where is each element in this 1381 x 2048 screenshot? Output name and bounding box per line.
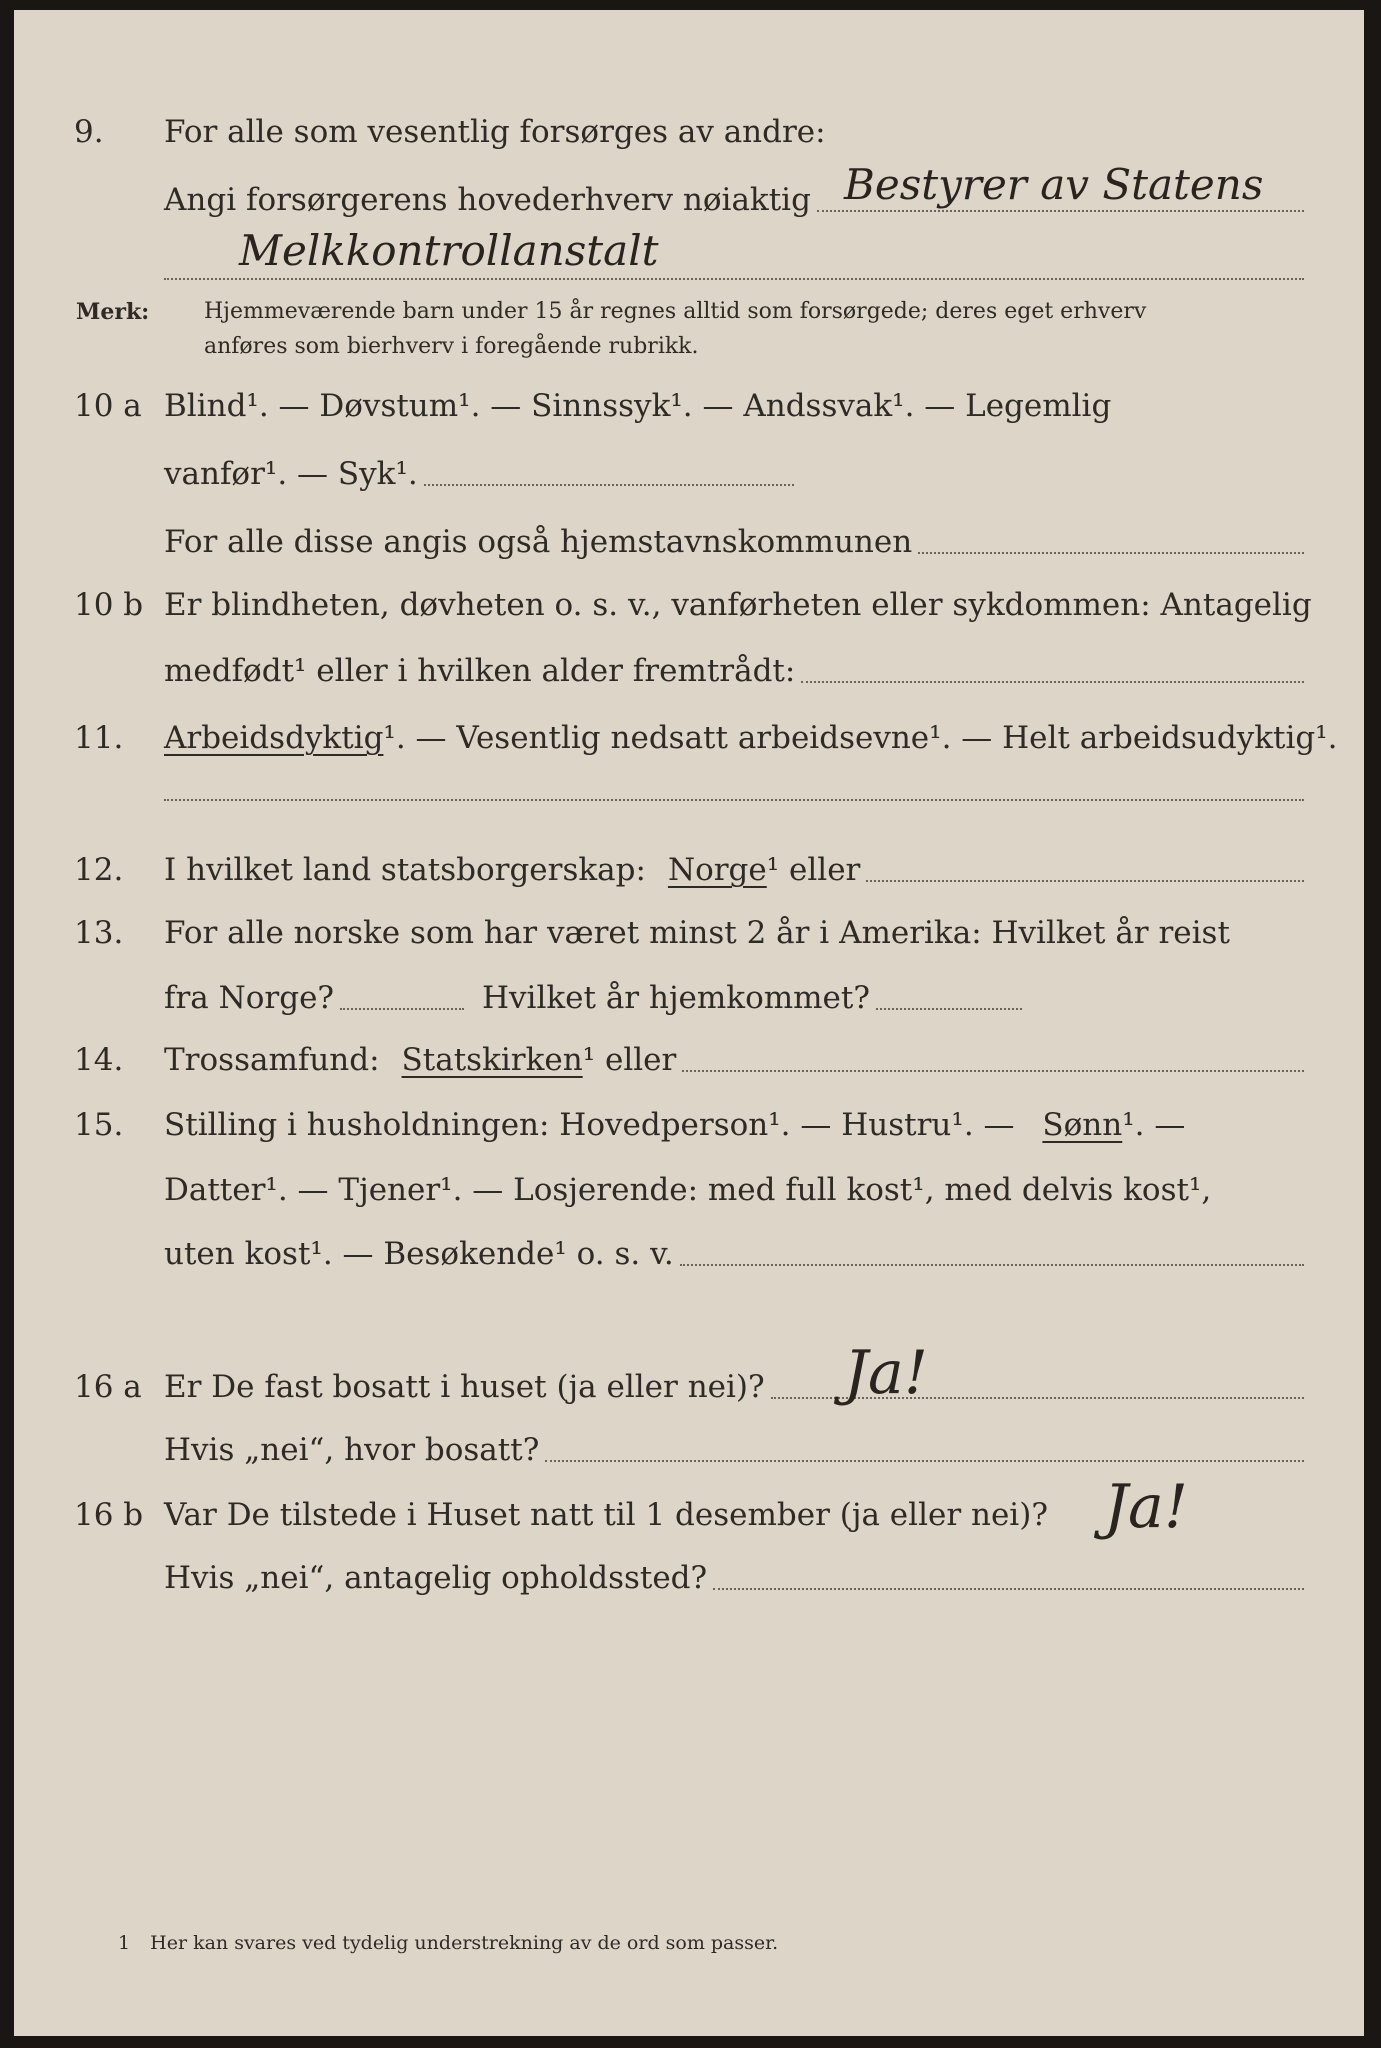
q9-leader [817, 210, 1304, 212]
q12-number: 12. [74, 852, 124, 888]
merk-label: Merk: [76, 299, 150, 325]
q16a-line1: Er De fast bosatt i huset (ja eller nei)? [164, 1369, 765, 1405]
q14-row [164, 1040, 1304, 1080]
q14-eller: ¹ eller [582, 1042, 677, 1078]
q13-line2a-row [164, 978, 464, 1018]
q9-rule [164, 278, 1304, 280]
q13-leader-b [876, 1008, 1022, 1010]
merk-line1: Hjemmeværende barn under 15 år regnes alltid som forsørgede; deres eget erhverv [204, 299, 1147, 324]
q11-selected-option: Arbeidsdyktig [164, 720, 384, 756]
q13-line1: For alle norske som har været minst 2 år i Amerika: Hvilket år reist [164, 915, 1230, 951]
q13-leader-a [340, 1008, 464, 1010]
q10a-line3-row [164, 522, 1304, 562]
q12-eller: ¹ eller [766, 852, 861, 888]
q10b-number: 10 b [74, 587, 144, 623]
q16b-line2-row [164, 1558, 1304, 1598]
q11-rule [164, 799, 1304, 801]
q11-number: 11. [74, 720, 124, 756]
q15-line1-end: ¹. — [1122, 1107, 1186, 1143]
q15-number: 15. [74, 1107, 124, 1143]
q9-answer2: Melkkontrollanstalt [239, 226, 659, 275]
q10a-line3: For alle disse angis også hjemstavnskommunen [164, 524, 913, 560]
q15-line2: Datter¹. — Tjener¹. — Losjerende: med full kost¹, med delvis kost¹, [164, 1172, 1212, 1208]
q10a-line1: Blind¹. — Døvstum¹. — Sinnssyk¹. — Andssvak¹. — Legemlig [164, 388, 1112, 424]
q16a-line2: Hvis „nei“, hvor bosatt? [164, 1432, 540, 1468]
q9-number: 9. [74, 114, 104, 150]
q10b-line2-row [164, 651, 1304, 691]
q15-line1-text: Stilling i husholdningen: Hovedperson¹. — Hustru¹. — [164, 1107, 1015, 1143]
q16b-leader [713, 1588, 1304, 1590]
footnote [118, 1930, 778, 1956]
q15-leader [680, 1264, 1304, 1266]
q15-line1 [164, 1105, 1185, 1145]
q16a-leader2 [545, 1460, 1304, 1462]
q13-line2a: fra Norge? [164, 980, 335, 1016]
q12-question: I hvilket land statsborgerskap: [164, 852, 646, 888]
q10a-number: 10 a [74, 388, 142, 424]
q16b-line2: Hvis „nei“, antagelig opholdssted? [164, 1560, 708, 1596]
q12-leader [866, 880, 1304, 882]
q16a-number: 16 a [74, 1369, 142, 1405]
q12-row [164, 850, 1304, 890]
q9-line2: Angi forsørgerens hovederhverv nøiaktig [164, 182, 811, 218]
q16a-answer: Ja! [844, 1338, 928, 1408]
q13-line2b-row [482, 978, 1022, 1018]
q10b-line1: Er blindheten, døvheten o. s. v., vanførheten eller sykdommen: Antagelig [164, 587, 1312, 623]
footnote-text: Her kan svares ved tydelig understrekning av de ord som passer. [150, 1932, 779, 1954]
q11-line [164, 718, 1338, 758]
q14-question: Trossamfund: [164, 1042, 380, 1078]
census-form-page [14, 10, 1364, 2036]
q10a-line2: vanfør¹. — Syk¹. [164, 456, 418, 492]
q10a-line2-row [164, 454, 794, 494]
q13-number: 13. [74, 915, 124, 951]
q10b-leader [801, 681, 1304, 683]
q13-line2b: Hvilket år hjemkommet? [482, 980, 870, 1016]
footnote-mark: 1 [118, 1932, 131, 1954]
q15-line3: uten kost¹. — Besøkende¹ o. s. v. [164, 1236, 674, 1272]
q16b-answer: Ja! [1104, 1472, 1188, 1542]
q9-line1: For alle som vesentlig forsørges av andre: [164, 114, 826, 150]
q14-leader [682, 1070, 1304, 1072]
q12-selected-option: Norge [667, 852, 767, 888]
q15-selected-option: Sønn [1042, 1107, 1123, 1143]
q10a-leader3 [918, 552, 1304, 554]
q11-rest: ¹. — Vesentlig nedsatt arbeidsevne¹. — Helt arbeidsudyktig¹. [383, 720, 1338, 756]
q10b-line2: medfødt¹ eller i hvilken alder fremtrådt: [164, 653, 796, 689]
q16b-line1: Var De tilstede i Huset natt til 1 desember (ja eller nei)? [164, 1497, 1048, 1533]
q15-line3-row [164, 1234, 1304, 1274]
q14-selected-option: Statskirken [401, 1042, 583, 1078]
q9-answer1: Bestyrer av Statens [844, 160, 1264, 209]
q14-number: 14. [74, 1042, 124, 1078]
q10a-leader2 [424, 484, 794, 486]
q16a-line2-row [164, 1430, 1304, 1470]
q16a-line1-row [164, 1367, 1304, 1407]
merk-line2: anføres som bierhverv i foregående rubrikk. [204, 334, 699, 359]
q16b-number: 16 b [74, 1497, 144, 1533]
